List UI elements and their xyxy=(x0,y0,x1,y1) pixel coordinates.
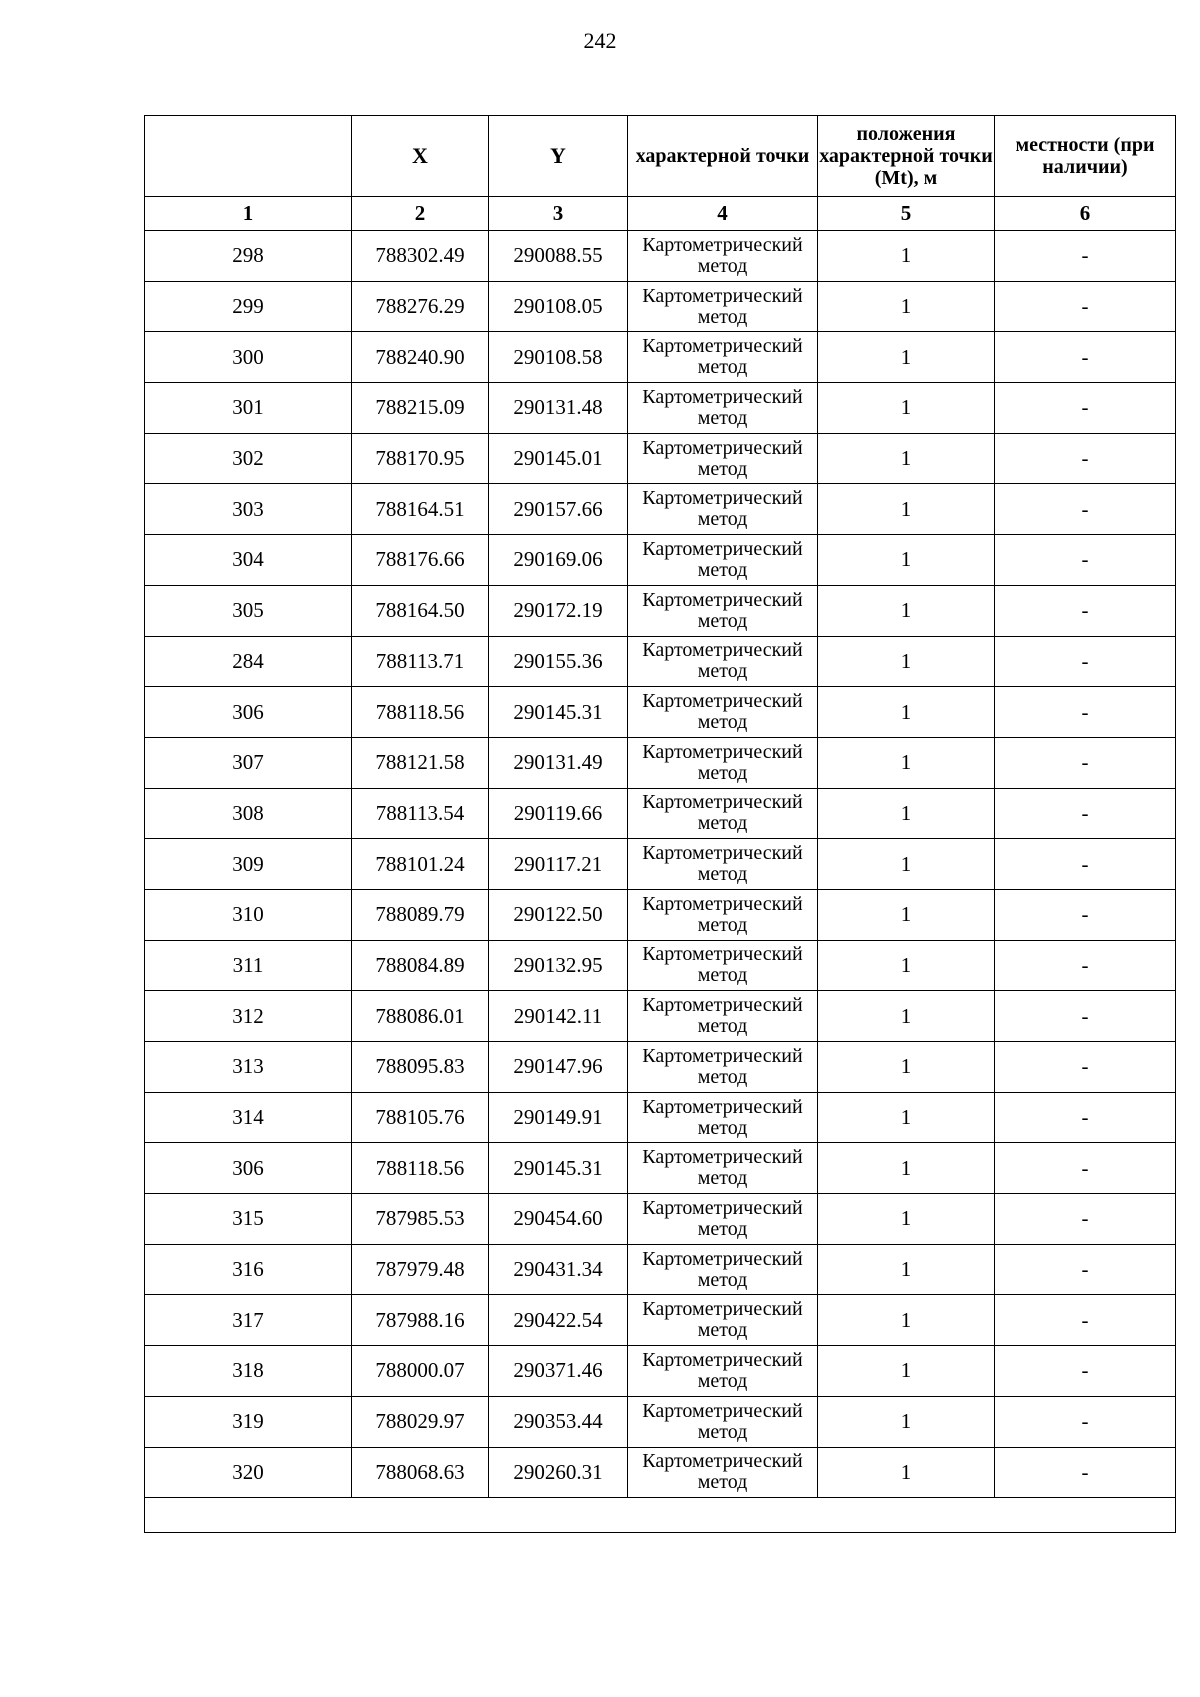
cell-y: 290108.58 xyxy=(489,332,628,383)
cell-y: 290117.21 xyxy=(489,839,628,890)
cell-point: 298 xyxy=(145,231,352,282)
cell-point: 305 xyxy=(145,585,352,636)
cell-x: 788105.76 xyxy=(352,1092,489,1143)
cell-point: 318 xyxy=(145,1346,352,1397)
cell-description: - xyxy=(995,231,1176,282)
cell-point: 311 xyxy=(145,940,352,991)
cell-accuracy: 1 xyxy=(818,1396,995,1447)
cell-y: 290119.66 xyxy=(489,788,628,839)
cell-method: Картометрический метод xyxy=(628,636,818,687)
table-row xyxy=(145,1346,1176,1397)
cell-method: Картометрический метод xyxy=(628,585,818,636)
cell-x: 788089.79 xyxy=(352,889,489,940)
column-number-1: 1 xyxy=(145,197,352,231)
cell-accuracy: 1 xyxy=(818,1143,995,1194)
cell-method: Картометрический метод xyxy=(628,1194,818,1245)
cell-method: Картометрический метод xyxy=(628,1244,818,1295)
cell-description: - xyxy=(995,281,1176,332)
cell-method: Картометрический метод xyxy=(628,1143,818,1194)
table-row xyxy=(145,231,1176,282)
cell-accuracy: 1 xyxy=(818,940,995,991)
cell-accuracy: 1 xyxy=(818,1346,995,1397)
cell-accuracy: 1 xyxy=(818,1244,995,1295)
cell-point: 284 xyxy=(145,636,352,687)
table-row xyxy=(145,839,1176,890)
cell-description: - xyxy=(995,332,1176,383)
cell-description: - xyxy=(995,1295,1176,1346)
cell-accuracy: 1 xyxy=(818,231,995,282)
header-point xyxy=(145,116,352,197)
cell-point: 304 xyxy=(145,535,352,586)
cell-description: - xyxy=(995,1143,1176,1194)
table-row xyxy=(145,433,1176,484)
cell-description: - xyxy=(995,1244,1176,1295)
cell-x: 788029.97 xyxy=(352,1396,489,1447)
cell-method: Картометрический метод xyxy=(628,484,818,535)
cell-point: 306 xyxy=(145,687,352,738)
cell-description: - xyxy=(995,535,1176,586)
cell-description: - xyxy=(995,737,1176,788)
cell-method: Картометрический метод xyxy=(628,687,818,738)
cell-accuracy: 1 xyxy=(818,585,995,636)
empty-cell xyxy=(145,1498,1176,1533)
column-number-4: 4 xyxy=(628,197,818,231)
cell-y: 290122.50 xyxy=(489,889,628,940)
cell-x: 788113.71 xyxy=(352,636,489,687)
table-row xyxy=(145,585,1176,636)
cell-accuracy: 1 xyxy=(818,535,995,586)
table-row xyxy=(145,1042,1176,1093)
cell-point: 302 xyxy=(145,433,352,484)
cell-point: 313 xyxy=(145,1042,352,1093)
cell-accuracy: 1 xyxy=(818,383,995,434)
header-x: X xyxy=(352,116,489,197)
cell-y: 290145.01 xyxy=(489,433,628,484)
cell-point: 310 xyxy=(145,889,352,940)
cell-x: 788240.90 xyxy=(352,332,489,383)
cell-y: 290431.34 xyxy=(489,1244,628,1295)
cell-method: Картометрический метод xyxy=(628,991,818,1042)
cell-y: 290149.91 xyxy=(489,1092,628,1143)
cell-point: 315 xyxy=(145,1194,352,1245)
table-row xyxy=(145,281,1176,332)
cell-accuracy: 1 xyxy=(818,1042,995,1093)
cell-point: 309 xyxy=(145,839,352,890)
cell-y: 290169.06 xyxy=(489,535,628,586)
cell-x: 787985.53 xyxy=(352,1194,489,1245)
cell-point: 306 xyxy=(145,1143,352,1194)
cell-method: Картометрический метод xyxy=(628,1092,818,1143)
cell-accuracy: 1 xyxy=(818,788,995,839)
table-row xyxy=(145,383,1176,434)
cell-method: Картометрический метод xyxy=(628,788,818,839)
table-row xyxy=(145,889,1176,940)
table-row xyxy=(145,991,1176,1042)
cell-y: 290088.55 xyxy=(489,231,628,282)
cell-point: 300 xyxy=(145,332,352,383)
header-accuracy: положения характерной точки (Mt), м xyxy=(818,116,995,197)
cell-y: 290142.11 xyxy=(489,991,628,1042)
column-number-5: 5 xyxy=(818,197,995,231)
cell-accuracy: 1 xyxy=(818,737,995,788)
cell-method: Картометрический метод xyxy=(628,940,818,991)
cell-description: - xyxy=(995,991,1176,1042)
cell-point: 308 xyxy=(145,788,352,839)
cell-description: - xyxy=(995,889,1176,940)
cell-y: 290371.46 xyxy=(489,1346,628,1397)
cell-x: 788118.56 xyxy=(352,687,489,738)
cell-point: 316 xyxy=(145,1244,352,1295)
cell-x: 788118.56 xyxy=(352,1143,489,1194)
cell-method: Картометрический метод xyxy=(628,281,818,332)
cell-description: - xyxy=(995,433,1176,484)
cell-y: 290147.96 xyxy=(489,1042,628,1093)
cell-accuracy: 1 xyxy=(818,839,995,890)
cell-method: Картометрический метод xyxy=(628,737,818,788)
cell-accuracy: 1 xyxy=(818,433,995,484)
cell-accuracy: 1 xyxy=(818,991,995,1042)
cell-y: 290132.95 xyxy=(489,940,628,991)
table-row xyxy=(145,1092,1176,1143)
cell-y: 290131.49 xyxy=(489,737,628,788)
cell-description: - xyxy=(995,1346,1176,1397)
header-y: Y xyxy=(489,116,628,197)
cell-y: 290155.36 xyxy=(489,636,628,687)
cell-x: 788000.07 xyxy=(352,1346,489,1397)
cell-x: 788086.01 xyxy=(352,991,489,1042)
cell-y: 290145.31 xyxy=(489,687,628,738)
cell-description: - xyxy=(995,1092,1176,1143)
cell-x: 788068.63 xyxy=(352,1447,489,1498)
table-body xyxy=(145,231,1176,1498)
column-number-6: 6 xyxy=(995,197,1176,231)
cell-description: - xyxy=(995,636,1176,687)
cell-method: Картометрический метод xyxy=(628,1447,818,1498)
cell-x: 788101.24 xyxy=(352,839,489,890)
column-number-3: 3 xyxy=(489,197,628,231)
table-row xyxy=(145,1447,1176,1498)
cell-description: - xyxy=(995,1447,1176,1498)
cell-description: - xyxy=(995,839,1176,890)
table-row xyxy=(145,1244,1176,1295)
cell-x: 787979.48 xyxy=(352,1244,489,1295)
cell-accuracy: 1 xyxy=(818,1295,995,1346)
cell-accuracy: 1 xyxy=(818,1447,995,1498)
cell-x: 788302.49 xyxy=(352,231,489,282)
cell-y: 290145.31 xyxy=(489,1143,628,1194)
table-header-row xyxy=(145,116,1176,197)
cell-x: 788164.51 xyxy=(352,484,489,535)
table-row xyxy=(145,940,1176,991)
cell-x: 788121.58 xyxy=(352,737,489,788)
header-description: местности (при наличии) xyxy=(995,116,1176,197)
cell-x: 788164.50 xyxy=(352,585,489,636)
cell-description: - xyxy=(995,788,1176,839)
coordinates-table xyxy=(144,115,1176,1533)
cell-x: 788113.54 xyxy=(352,788,489,839)
cell-method: Картометрический метод xyxy=(628,1346,818,1397)
cell-description: - xyxy=(995,940,1176,991)
cell-method: Картометрический метод xyxy=(628,1396,818,1447)
cell-point: 320 xyxy=(145,1447,352,1498)
cell-x: 788176.66 xyxy=(352,535,489,586)
table-row xyxy=(145,484,1176,535)
cell-point: 307 xyxy=(145,737,352,788)
cell-method: Картометрический метод xyxy=(628,332,818,383)
header-method: характерной точки xyxy=(628,116,818,197)
table-row xyxy=(145,332,1176,383)
cell-accuracy: 1 xyxy=(818,1092,995,1143)
cell-accuracy: 1 xyxy=(818,1194,995,1245)
cell-y: 290454.60 xyxy=(489,1194,628,1245)
cell-point: 303 xyxy=(145,484,352,535)
cell-method: Картометрический метод xyxy=(628,839,818,890)
cell-y: 290108.05 xyxy=(489,281,628,332)
cell-description: - xyxy=(995,383,1176,434)
cell-method: Картометрический метод xyxy=(628,1042,818,1093)
cell-description: - xyxy=(995,484,1176,535)
cell-y: 290157.66 xyxy=(489,484,628,535)
table-empty-row xyxy=(145,1498,1176,1533)
cell-y: 290422.54 xyxy=(489,1295,628,1346)
cell-description: - xyxy=(995,1396,1176,1447)
table-row xyxy=(145,737,1176,788)
cell-point: 317 xyxy=(145,1295,352,1346)
cell-method: Картометрический метод xyxy=(628,889,818,940)
cell-x: 788170.95 xyxy=(352,433,489,484)
table-row xyxy=(145,1194,1176,1245)
cell-x: 788276.29 xyxy=(352,281,489,332)
cell-point: 299 xyxy=(145,281,352,332)
cell-accuracy: 1 xyxy=(818,484,995,535)
cell-y: 290131.48 xyxy=(489,383,628,434)
cell-point: 301 xyxy=(145,383,352,434)
column-number-2: 2 xyxy=(352,197,489,231)
cell-accuracy: 1 xyxy=(818,687,995,738)
cell-accuracy: 1 xyxy=(818,332,995,383)
cell-x: 788095.83 xyxy=(352,1042,489,1093)
cell-accuracy: 1 xyxy=(818,281,995,332)
cell-description: - xyxy=(995,1042,1176,1093)
cell-point: 312 xyxy=(145,991,352,1042)
cell-point: 314 xyxy=(145,1092,352,1143)
cell-x: 788215.09 xyxy=(352,383,489,434)
table-row xyxy=(145,687,1176,738)
cell-description: - xyxy=(995,687,1176,738)
cell-x: 788084.89 xyxy=(352,940,489,991)
cell-method: Картометрический метод xyxy=(628,1295,818,1346)
cell-accuracy: 1 xyxy=(818,636,995,687)
cell-method: Картометрический метод xyxy=(628,535,818,586)
cell-accuracy: 1 xyxy=(818,889,995,940)
cell-y: 290260.31 xyxy=(489,1447,628,1498)
cell-y: 290353.44 xyxy=(489,1396,628,1447)
cell-description: - xyxy=(995,1194,1176,1245)
page-number: 242 xyxy=(583,28,617,53)
cell-method: Картометрический метод xyxy=(628,383,818,434)
table-row xyxy=(145,1295,1176,1346)
cell-description: - xyxy=(995,585,1176,636)
cell-y: 290172.19 xyxy=(489,585,628,636)
cell-method: Картометрический метод xyxy=(628,433,818,484)
cell-method: Картометрический метод xyxy=(628,231,818,282)
table-row xyxy=(145,1396,1176,1447)
table-row xyxy=(145,788,1176,839)
column-numbers-row xyxy=(145,197,1176,231)
table-row xyxy=(145,636,1176,687)
table-row xyxy=(145,535,1176,586)
cell-point: 319 xyxy=(145,1396,352,1447)
table-row xyxy=(145,1143,1176,1194)
cell-x: 787988.16 xyxy=(352,1295,489,1346)
